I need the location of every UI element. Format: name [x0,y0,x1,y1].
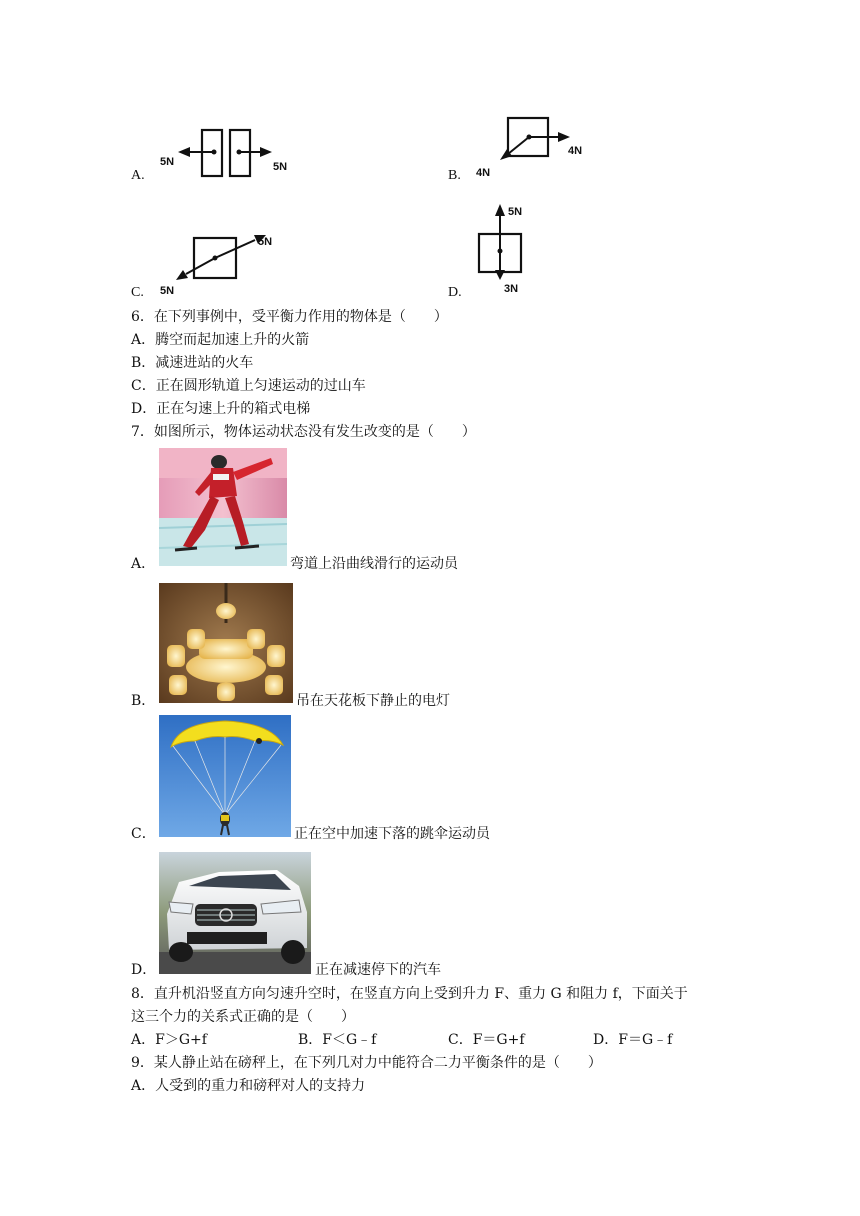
q7-stem: 7．如图所示，物体运动状态没有发生改变的是（ ） [131,424,476,440]
q6-option-d: D．正在匀速上升的箱式电梯 [131,401,311,417]
q8-option-d: D．F＝G﹣f [593,1032,673,1048]
q5-c-force-left: 5N [160,285,175,297]
q5-c-force-right: 5N [258,236,273,248]
q5-b-force-left: 4N [476,167,491,179]
car-photo [159,852,311,974]
q6-option-c: C．正在圆形轨道上匀速运动的过山车 [131,378,366,394]
q7-option-d-letter: D． [131,962,157,978]
q5-d-force-up: 5N [508,206,523,218]
q6-option-b: B．减速进站的火车 [131,355,254,371]
q5-a-force-left: 5N [160,156,175,168]
q7-option-d-caption: 正在减速停下的汽车 [315,962,441,978]
q7-option-b-caption: 吊在天花板下静止的电灯 [296,693,450,709]
q5-b-force-right: 4N [568,145,583,157]
chandelier-photo [159,583,293,703]
q5-diagram-d [470,200,550,300]
q6-stem: 6．在下列事例中，受平衡力作用的物体是（ ） [131,309,448,325]
q8-option-c: C．F＝G+f [448,1032,525,1048]
q8-stem-line2: 这三个力的关系式正确的是（ ） [131,1009,355,1025]
q8-option-b: B．F＜G﹣f [298,1032,377,1048]
q5-diagram-a [150,120,300,185]
q9-option-a: A．人受到的重力和磅秤对人的支持力 [131,1078,366,1094]
q5-diagram-b [470,108,600,183]
parachute-photo [159,715,291,837]
skater-photo [159,448,287,566]
q7-option-a-caption: 弯道上沿曲线滑行的运动员 [290,556,458,572]
q6-option-a: A．腾空而起加速上升的火箭 [131,332,310,348]
q7-option-c-letter: C． [131,826,156,842]
q5-option-b-letter: B. [448,168,461,183]
q5-d-force-down: 3N [504,283,519,295]
q8-stem-line1: 8．直升机沿竖直方向匀速升空时，在竖直方向上受到升力 F、重力 G 和阻力 f，下面关于 [131,986,688,1002]
q5-option-c-letter: C. [131,285,144,300]
q9-stem: 9．某人静止站在磅秤上，在下列几对力中能符合二力平衡条件的是（ ） [131,1055,602,1071]
q5-option-d-letter: D. [448,285,462,300]
q5-a-force-right: 5N [273,161,288,173]
q7-option-a-letter: A． [131,556,156,572]
q8-option-a: A．F＞G+f [131,1032,207,1048]
q7-option-c-caption: 正在空中加速下落的跳伞运动员 [294,826,490,842]
q5-diagram-c [150,228,290,300]
q7-option-b-letter: B． [131,693,156,709]
q5-option-a-letter: A. [131,168,145,183]
